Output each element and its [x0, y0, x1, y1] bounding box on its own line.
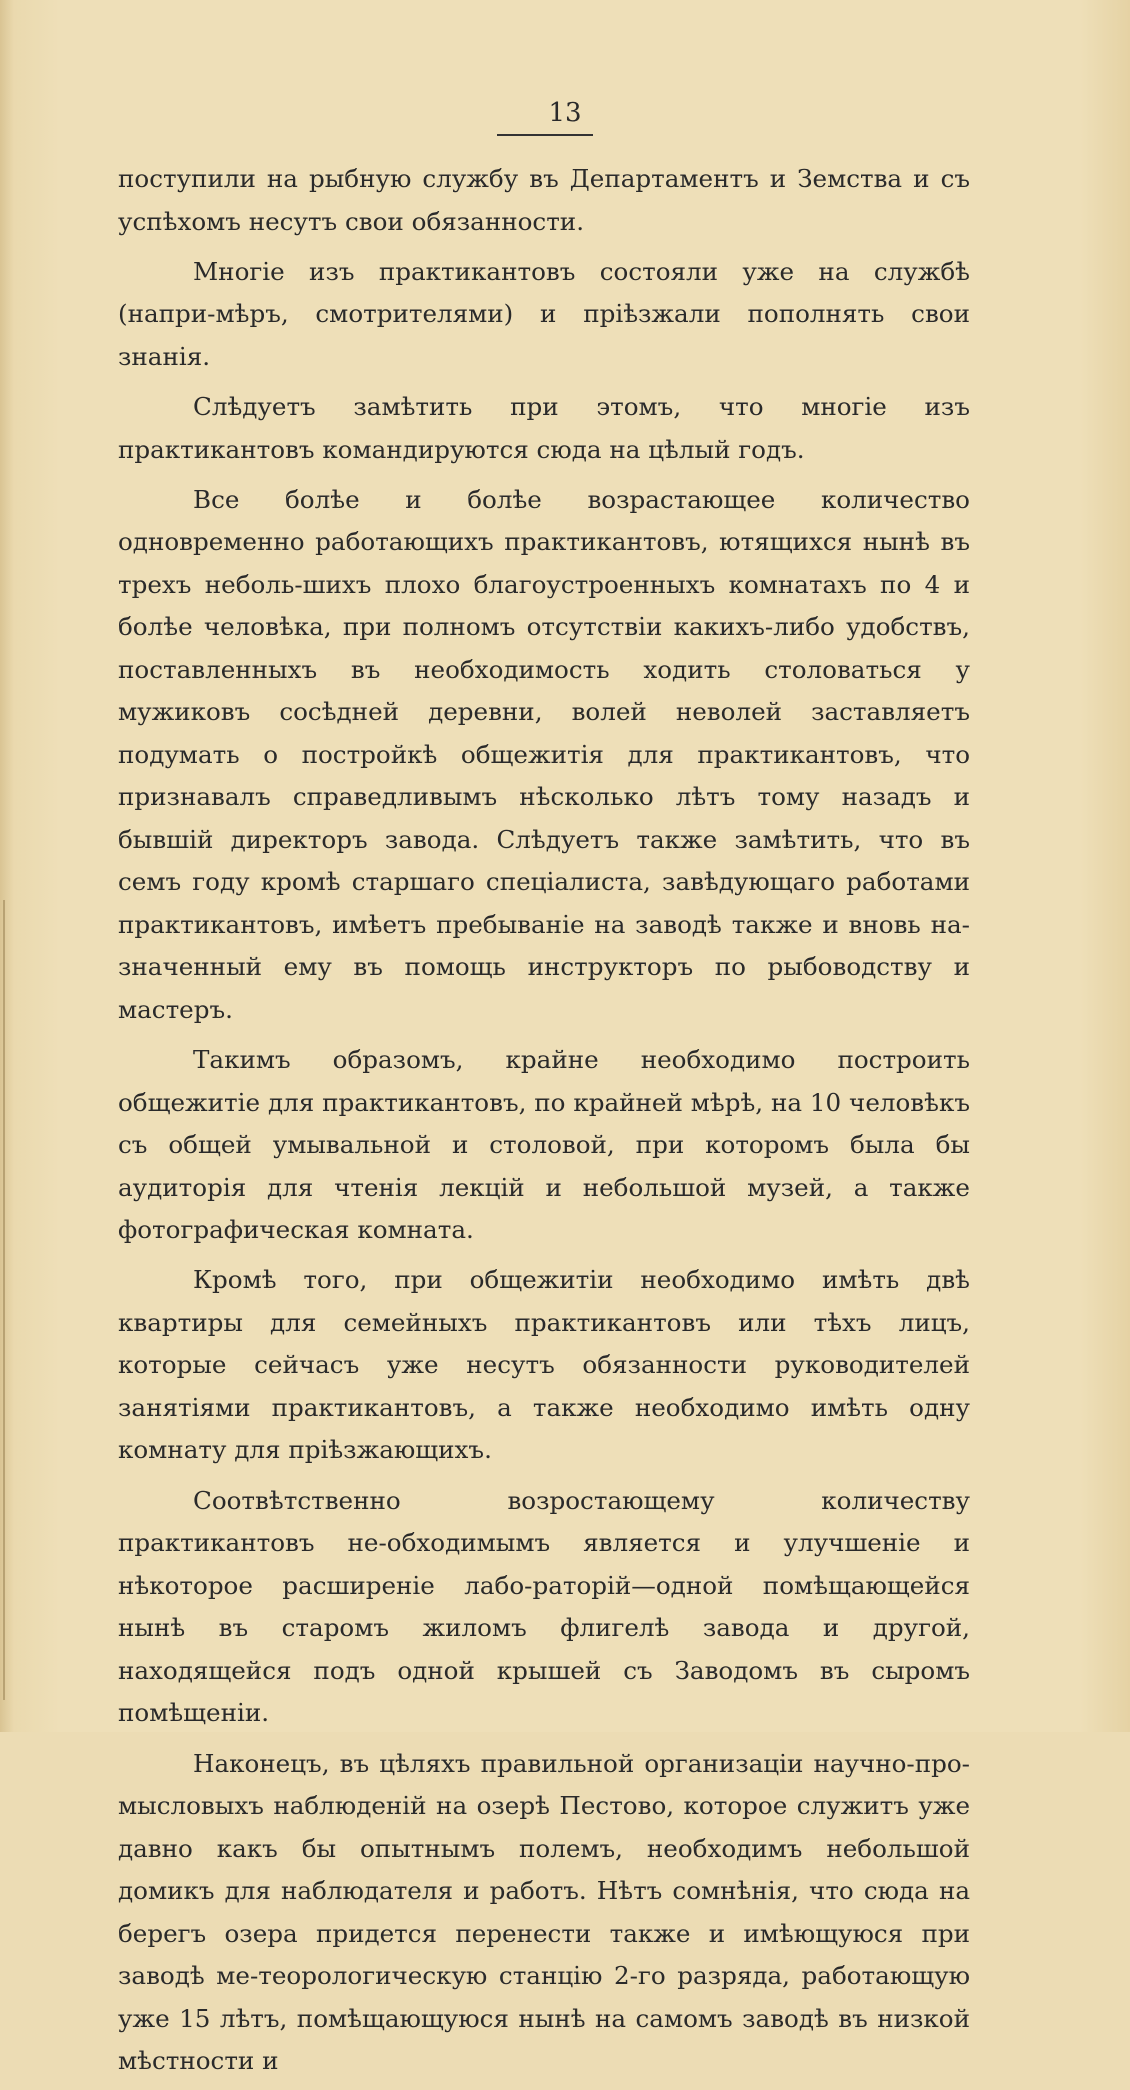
binding-edge	[3, 900, 5, 1700]
paragraph: Наконецъ, въ цѣляхъ правильной организаціи научно-про-мысловыхъ наблюденій на озерѣ Пестово, которое служитъ уже давно какъ бы опытнымъ полемъ, необходимъ небольшой домикъ для наблюдателя и работъ. Нѣтъ сомнѣнія, что сюда на берегъ озера придется перенести также и имѣющуюся при заводѣ ме-теорологическую станцію 2-го разряда, работающую уже 15 лѣтъ, помѣщающуюся нынѣ на самомъ заводѣ въ низкой мѣстности и	[118, 1748, 970, 2076]
paragraph: Такимъ образомъ, крайне необходимо построить общежитіе для практикантовъ, по крайней мѣрѣ, на 10 человѣкъ съ общей умывальной и столовой, при которомъ была бы аудиторія для чтенія лекцій и небольшой музей, а также фотографическая комната.	[118, 1045, 970, 1245]
paragraph: Слѣдуетъ замѣтить при этомъ, что многіе изъ практикантовъ командируются сюда на цѣлый годъ.	[118, 392, 970, 464]
paragraph: Соотвѣтственно возростающему количеству практикантовъ не-обходимымъ является и улучшеніе и нѣкоторое расширеніе лабо-раторій—одной помѣщающейся нынѣ въ старомъ жиломъ флигелѣ завода и другой, находящейся подъ одной крышей съ Заводомъ въ сыромъ помѣщеніи.	[118, 1485, 970, 1728]
page-number: 13	[548, 98, 582, 128]
paragraph: Многіе изъ практикантовъ состояли уже на службѣ (напри-мѣръ, смотрителями) и пріѣзжали пополнять свои знанія.	[118, 256, 970, 371]
paragraph: поступили на рыбную службу въ Департаментъ и Земства и съ успѣхомъ несутъ свои обязанности.	[118, 164, 970, 236]
body-text	[118, 158, 970, 2090]
paragraph: Все болѣе и болѣе возрастающее количество одновременно работающихъ практикантовъ, ютящихся нынѣ въ трехъ неболь-шихъ плохо благоустроенныхъ комнатахъ по 4 и болѣе человѣка, при полномъ отсутствіи какихъ-либо удобствъ, поставленныхъ въ необходимость ходить столоваться у мужиковъ сосѣдней деревни, волей неволей заставляетъ подумать о постройкѣ общежитія для практикантовъ, что признавалъ справедливымъ нѣсколько лѣтъ тому назадъ и бывшій директоръ завода. Слѣдуетъ также замѣтить, что въ семъ году кромѣ старшаго спеціалиста, завѣдующаго работами практикантовъ, имѣетъ пребываніе на заводѣ также и вновь на-значенный ему въ помощь инструкторъ по рыбоводству и мастеръ.	[118, 484, 970, 1024]
paragraph: Кромѣ того, при общежитіи необходимо имѣть двѣ квартиры для семейныхъ практикантовъ или тѣхъ лицъ, которые сейчасъ уже несутъ обязанности руководителей занятіями практикантовъ, а также необходимо имѣть одну комнату для пріѣзжающихъ.	[118, 1265, 970, 1465]
header-rule	[497, 134, 593, 136]
